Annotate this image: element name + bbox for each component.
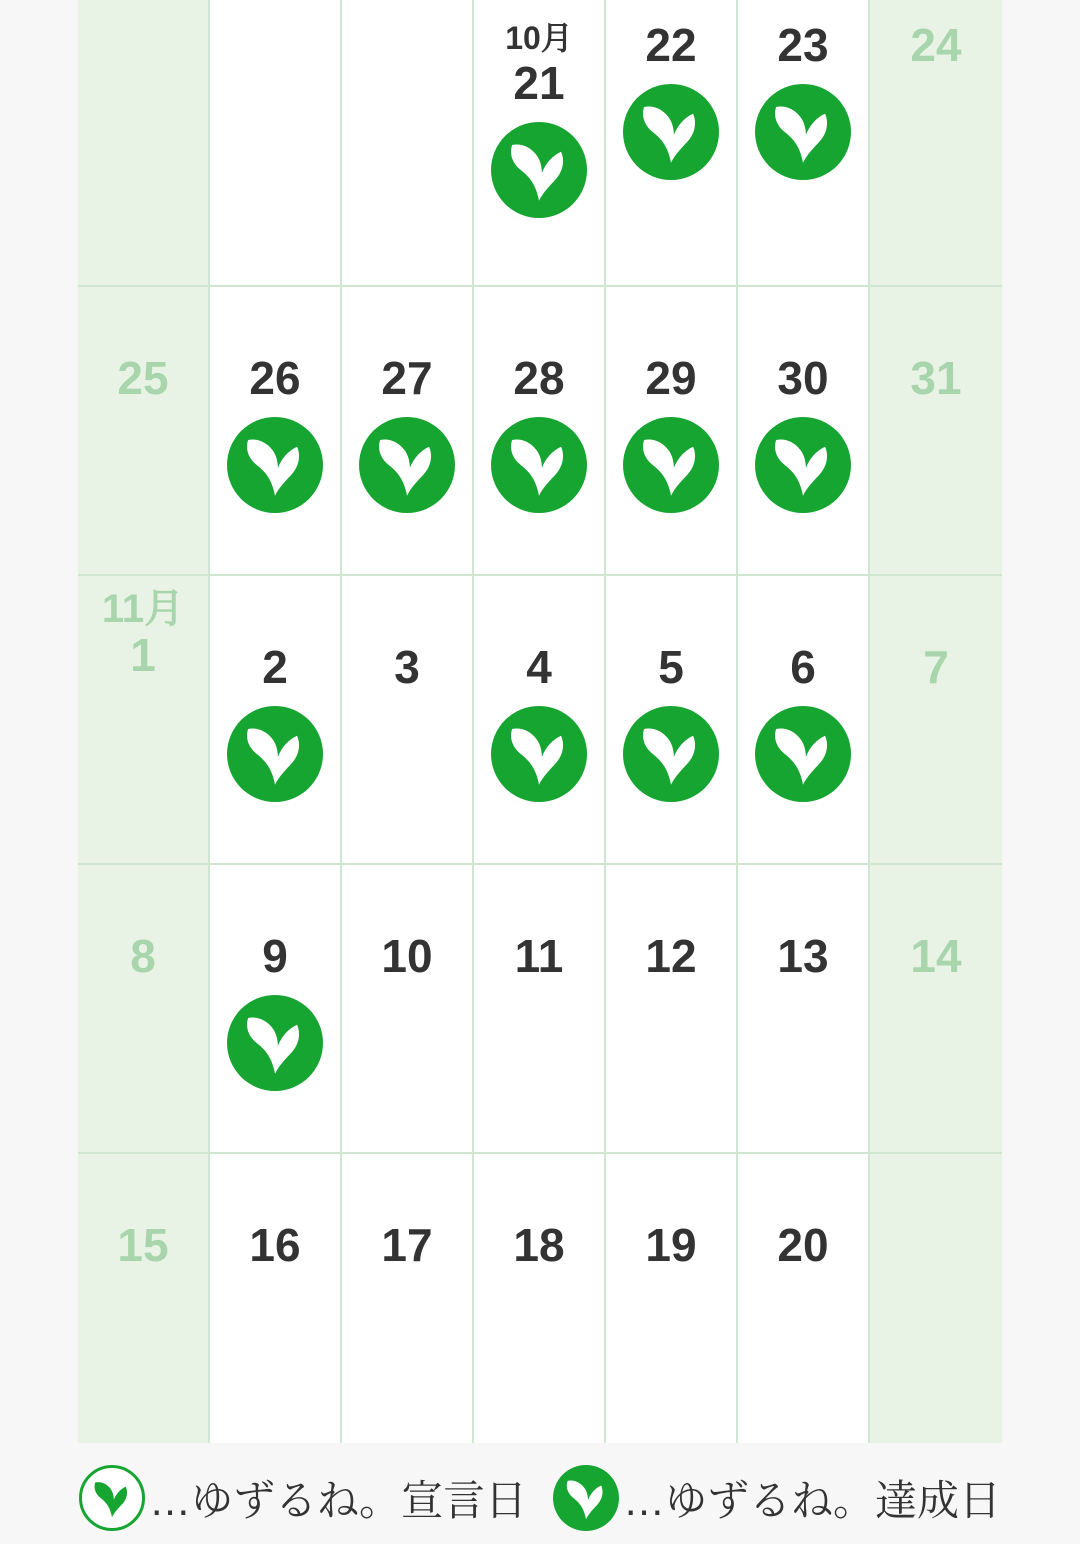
sprout-filled-icon bbox=[623, 706, 719, 802]
calendar-day-cell-empty bbox=[210, 0, 342, 285]
calendar-day-cell[interactable] bbox=[342, 287, 474, 574]
calendar-day-cell-empty bbox=[78, 0, 210, 285]
day-number: 1 bbox=[130, 629, 156, 681]
calendar-day-cell-empty bbox=[870, 1154, 1002, 1443]
day-number: 5 bbox=[658, 641, 684, 693]
calendar-day-cell[interactable] bbox=[474, 576, 606, 863]
calendar-day-cell[interactable] bbox=[78, 576, 210, 863]
calendar-day-cell[interactable] bbox=[78, 1154, 210, 1443]
sprout-filled-icon bbox=[755, 417, 851, 513]
calendar-day-cell[interactable] bbox=[210, 576, 342, 863]
page-gutter-right bbox=[1002, 0, 1080, 1443]
calendar-day-cell[interactable] bbox=[342, 1154, 474, 1443]
calendar-day-cell[interactable] bbox=[342, 865, 474, 1152]
calendar-day-cell[interactable] bbox=[474, 0, 606, 285]
calendar-day-cell[interactable] bbox=[342, 576, 474, 863]
calendar-day-cell[interactable] bbox=[78, 287, 210, 574]
day-number: 10 bbox=[381, 930, 433, 982]
calendar-week-row bbox=[78, 1154, 1002, 1443]
calendar-week-row bbox=[78, 287, 1002, 576]
day-number: 11 bbox=[514, 930, 564, 982]
calendar-day-cell[interactable] bbox=[606, 1154, 738, 1443]
calendar-day-cell[interactable] bbox=[210, 1154, 342, 1443]
day-number: 3 bbox=[394, 641, 420, 693]
calendar-day-cell[interactable] bbox=[738, 0, 870, 285]
sprout-filled-icon bbox=[491, 706, 587, 802]
page-gutter-left bbox=[0, 0, 78, 1443]
month-label: 11月 bbox=[101, 587, 185, 631]
calendar-day-cell[interactable] bbox=[738, 287, 870, 574]
day-number: 13 bbox=[777, 930, 829, 982]
legend-item bbox=[79, 1465, 527, 1531]
day-number: 23 bbox=[777, 19, 829, 71]
day-number: 19 bbox=[645, 1219, 697, 1271]
day-number: 4 bbox=[526, 641, 552, 693]
sprout-filled-icon bbox=[227, 417, 323, 513]
legend-label: …ゆずるね。達成日 bbox=[623, 1477, 1002, 1524]
day-number: 30 bbox=[777, 352, 829, 404]
calendar-day-cell[interactable] bbox=[870, 287, 1002, 574]
calendar-legend bbox=[0, 1452, 1080, 1544]
calendar-day-cell[interactable] bbox=[606, 287, 738, 574]
day-number: 6 bbox=[790, 641, 816, 693]
day-number: 9 bbox=[262, 930, 288, 982]
day-number: 7 bbox=[923, 641, 949, 693]
day-number: 22 bbox=[645, 19, 697, 71]
sprout-filled-icon bbox=[227, 995, 323, 1091]
calendar-day-cell[interactable] bbox=[474, 287, 606, 574]
calendar-day-cell[interactable] bbox=[474, 865, 606, 1152]
calendar-day-cell[interactable] bbox=[606, 0, 738, 285]
calendar-day-cell[interactable] bbox=[210, 865, 342, 1152]
day-number: 25 bbox=[117, 352, 169, 404]
calendar-day-cell[interactable] bbox=[474, 1154, 606, 1443]
day-number: 26 bbox=[249, 352, 301, 404]
sprout-filled-icon bbox=[227, 706, 323, 802]
calendar-day-cell[interactable] bbox=[210, 287, 342, 574]
day-number: 18 bbox=[513, 1219, 565, 1271]
legend-label: …ゆずるね。宣言日 bbox=[148, 1477, 527, 1524]
calendar-day-cell[interactable] bbox=[78, 865, 210, 1152]
calendar-day-cell[interactable] bbox=[738, 576, 870, 863]
day-number: 20 bbox=[777, 1219, 829, 1271]
sprout-filled-icon bbox=[491, 122, 587, 218]
sprout-filled-icon bbox=[553, 1465, 619, 1531]
sprout-outline-icon bbox=[79, 1465, 145, 1531]
day-number: 31 bbox=[910, 352, 962, 404]
calendar-day-cell[interactable] bbox=[870, 576, 1002, 863]
sprout-filled-icon bbox=[491, 417, 587, 513]
legend-item bbox=[553, 1465, 1001, 1531]
sprout-filled-icon bbox=[755, 84, 851, 180]
day-number: 27 bbox=[381, 352, 433, 404]
sprout-filled-icon bbox=[623, 417, 719, 513]
calendar-day-cell[interactable] bbox=[606, 865, 738, 1152]
day-number: 28 bbox=[513, 352, 565, 404]
day-number: 29 bbox=[645, 352, 697, 404]
calendar-day-cell[interactable] bbox=[738, 865, 870, 1152]
day-number: 2 bbox=[262, 641, 288, 693]
day-number: 12 bbox=[645, 930, 697, 982]
day-number: 15 bbox=[117, 1219, 169, 1271]
calendar-day-cell-empty bbox=[342, 0, 474, 285]
calendar-week-row bbox=[78, 0, 1002, 287]
month-label: 10月 bbox=[505, 20, 573, 56]
sprout-filled-icon bbox=[623, 84, 719, 180]
calendar-day-cell[interactable] bbox=[870, 865, 1002, 1152]
calendar-day-cell[interactable] bbox=[870, 0, 1002, 285]
month-calendar-grid bbox=[78, 0, 1002, 1443]
calendar-day-cell[interactable] bbox=[738, 1154, 870, 1443]
calendar-week-row bbox=[78, 865, 1002, 1154]
calendar-day-cell[interactable] bbox=[606, 576, 738, 863]
day-number: 24 bbox=[910, 19, 962, 71]
day-number: 16 bbox=[249, 1219, 301, 1271]
sprout-filled-icon bbox=[359, 417, 455, 513]
day-number: 17 bbox=[381, 1219, 433, 1271]
day-number: 14 bbox=[910, 930, 962, 982]
sprout-filled-icon bbox=[755, 706, 851, 802]
day-number: 8 bbox=[130, 930, 156, 982]
calendar-week-row bbox=[78, 576, 1002, 865]
day-number: 21 bbox=[513, 56, 565, 109]
